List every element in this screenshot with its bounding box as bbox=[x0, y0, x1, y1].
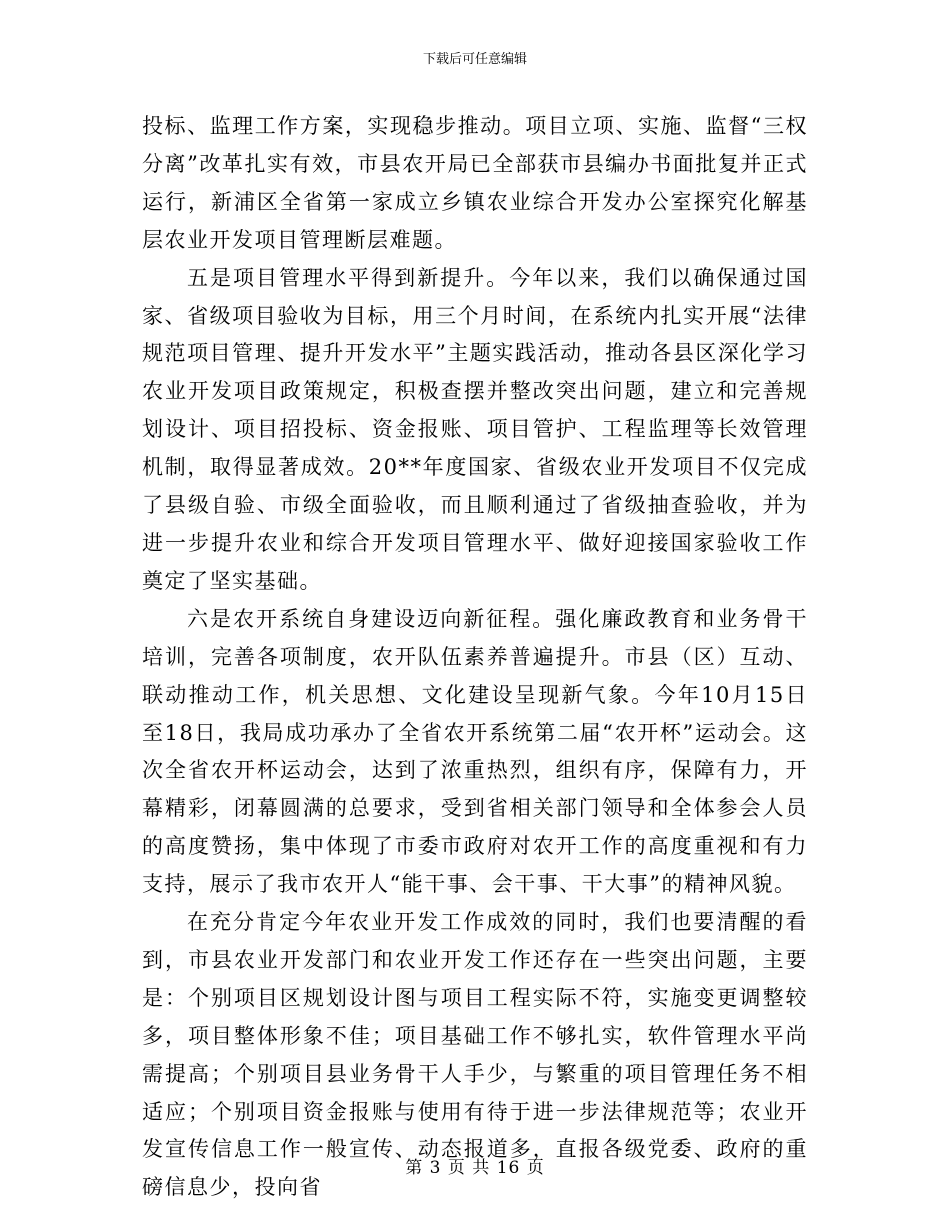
page-footer: 第 3 页 共 16 页 bbox=[405, 1158, 545, 1178]
paragraph-1: 投标、监理工作方案，实现稳步推动。项目立项、实施、监督“三权分离”改革扎实有效，市县农开局已全部获市县编办书面批复并正式运行，新浦区全省第一家成立乡镇农业综合开发办公室探究化解基层农业开发项目管理断层难题。 bbox=[142, 114, 808, 252]
paragraph-3: 六是农开系统自身建设迈向新征程。强化廉政教育和业务骨干培训，完善各项制度，农开队伍素养普遍提升。市县（区）互动、联动推动工作，机关思想、文化建设呈现新气象。今年10月15日至18日，我局成功承办了全省农开系统第二届“农开杯”运动会。这次全省农开杯运动会，达到了浓重热烈，组织有序，保障有力，开幕精彩，闭幕圆满的总要求，受到省相关部门领导和全体参会人员的高度赞扬，集中体现了市委市政府对农开工作的高度重视和有力支持，展示了我市农开人“能干事、会干事、干大事”的精神风貌。 bbox=[142, 606, 808, 897]
page-header: 下载后可任意编辑 bbox=[422, 52, 527, 67]
paragraph-4: 在充分肯定今年农业开发工作成效的同时，我们也要清醒的看到，市县农业开发部门和农业开发工作还存在一些突出问题，主要是：个别项目区规划设计图与项目工程实际不符，实施变更调整较多，项目整体形象不佳；项目基础工作不够扎实，软件管理水平尚需提高；个别项目县业务骨干人手少，与繁重的项目管理任务不相适应；个别项目资金报账与使用有待于进一步法律规范等；农业开发宣传信息工作一般宣传、动态报道多，直报各级党委、政府的重磅信息少，投向省 bbox=[142, 910, 808, 1200]
paragraph-2: 五是项目管理水平得到新提升。今年以来，我们以确保通过国家、省级项目验收为目标，用三个月时间，在系统内扎实开展“法律规范项目管理、提升开发水平”主题实践活动，推动各县区深化学习农业开发项目政策规定，积极查摆并整改突出问题，建立和完善规划设计、项目招投标、资金报账、项目管护、工程监理等长效管理机制，取得显著成效。20**年度国家、省级农业开发项目不仅完成了县级自验、市级全面验收，而且顺利通过了省级抽查验收，并为进一步提升农业和综合开发项目管理水平、做好迎接国家验收工作奠定了坚实基础。 bbox=[142, 265, 808, 593]
document-body bbox=[142, 108, 808, 1207]
